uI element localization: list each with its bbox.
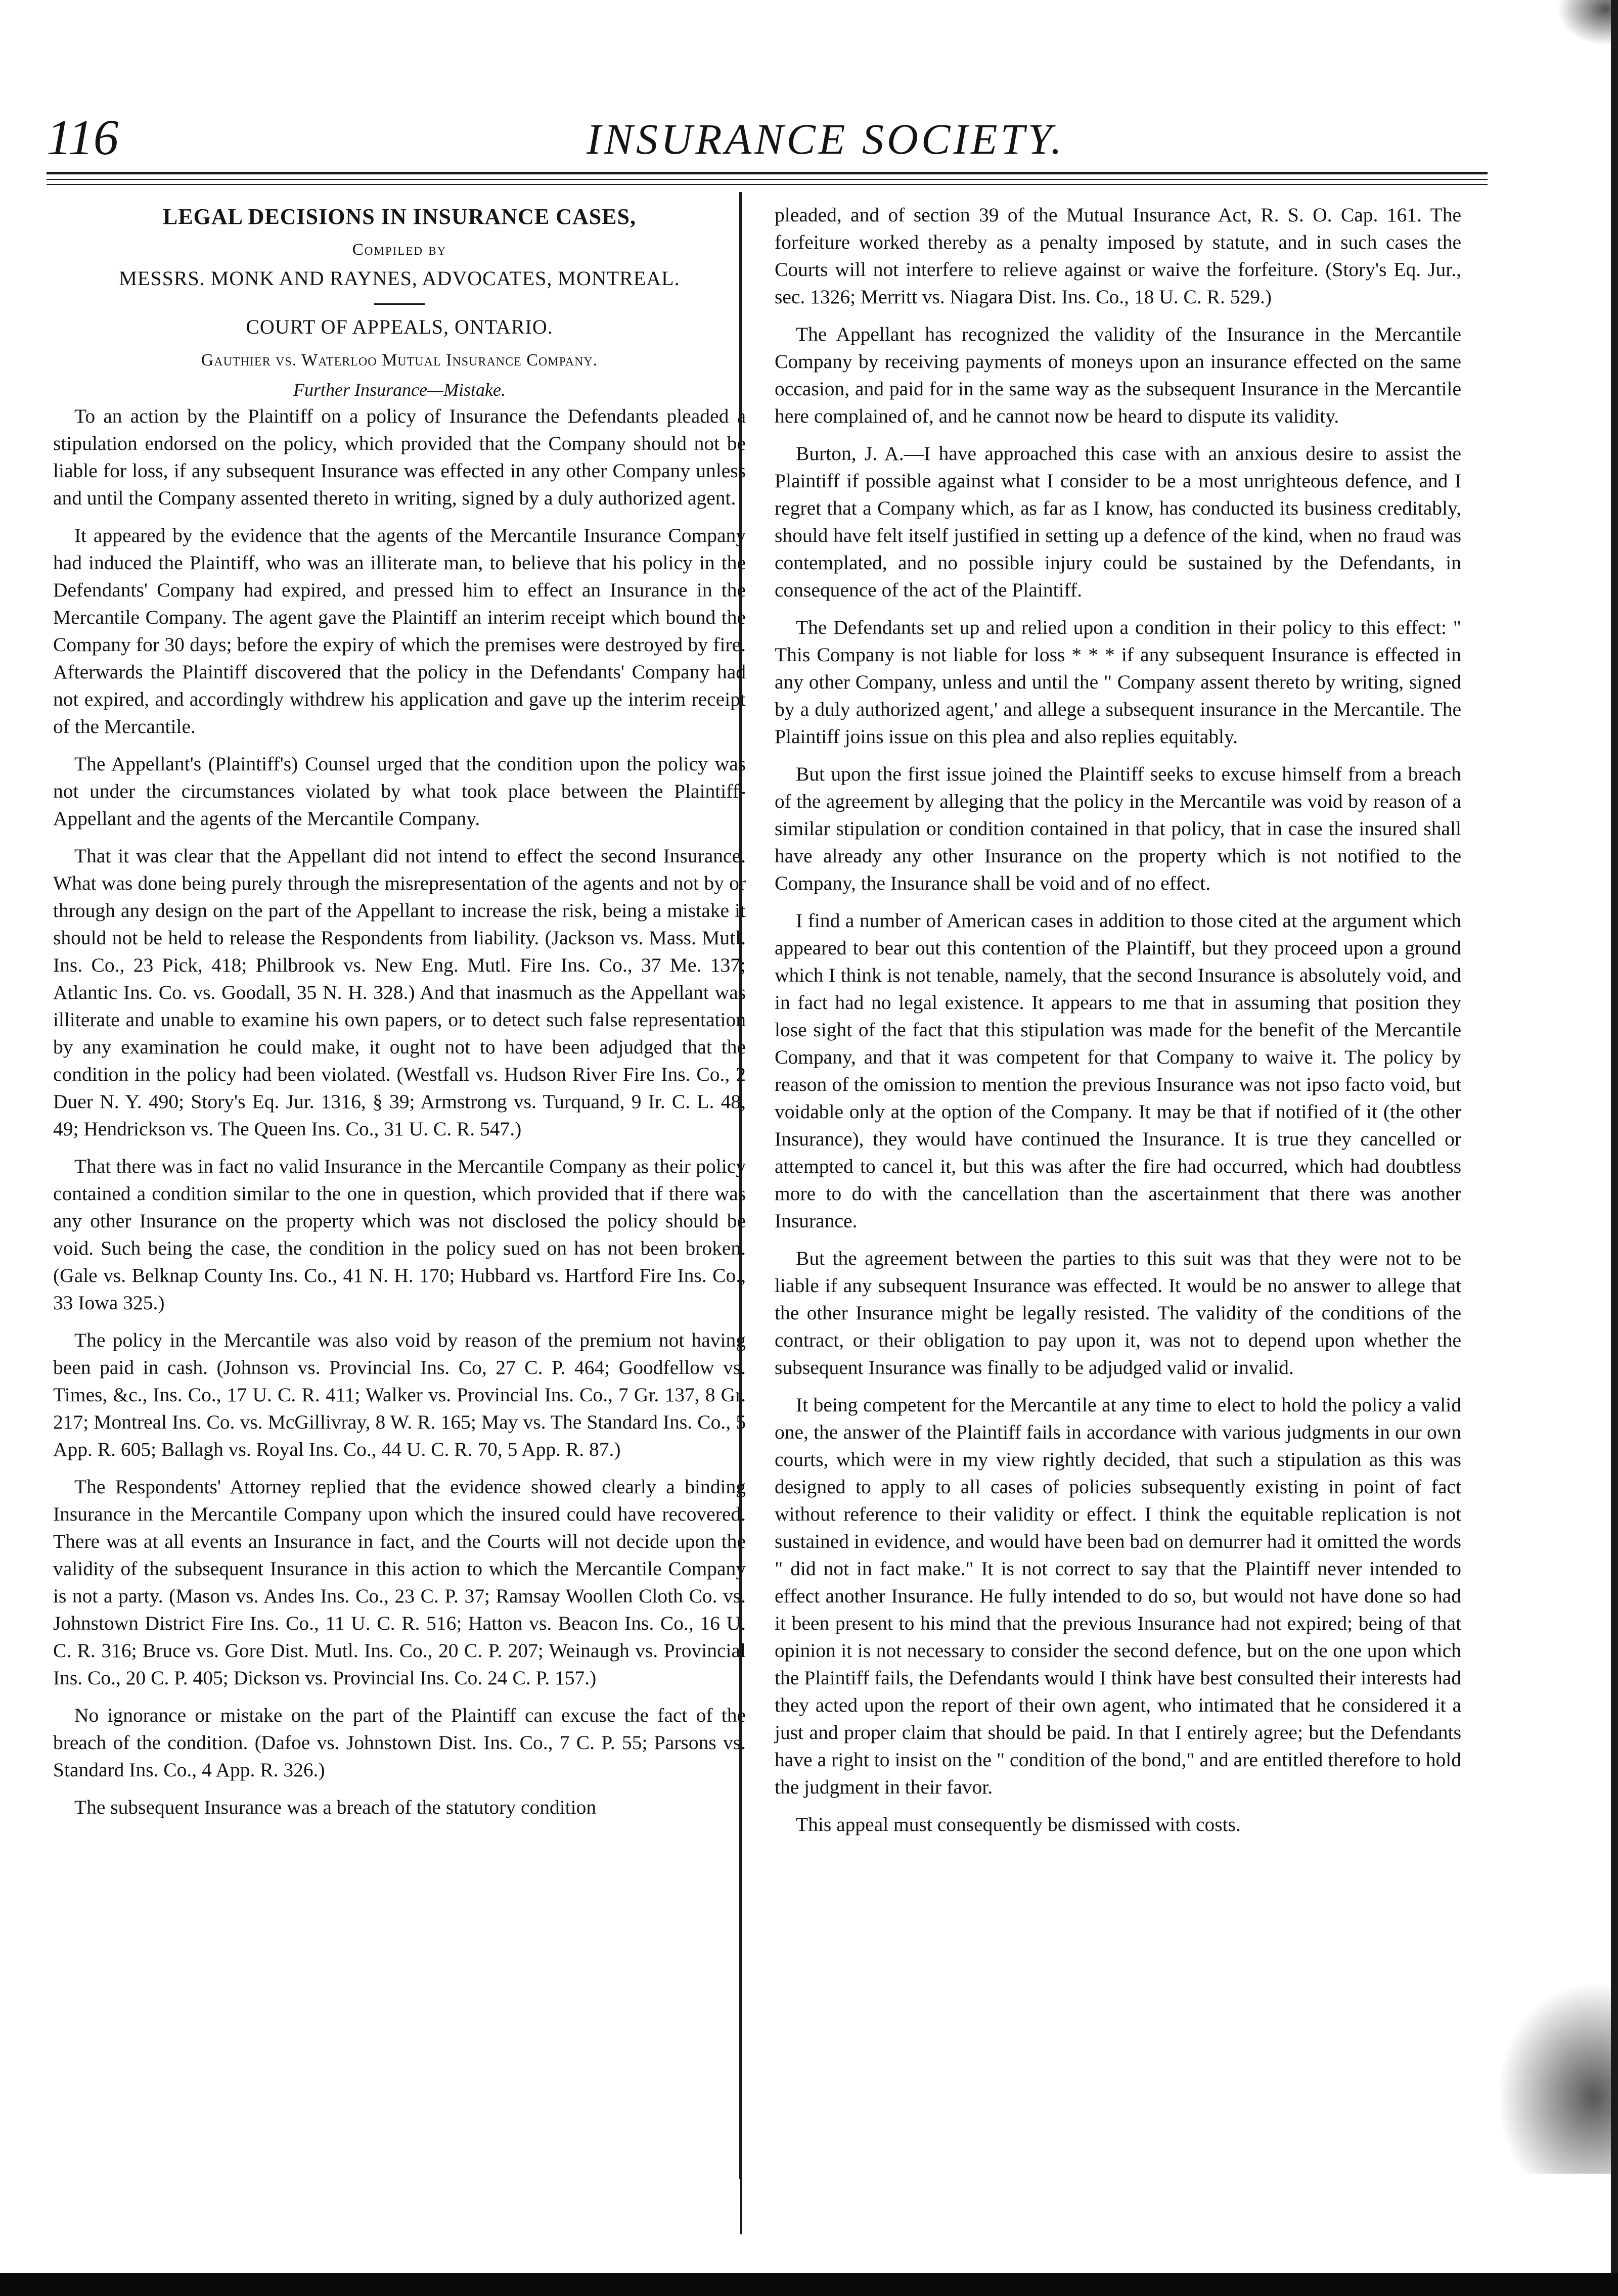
scan-smudge-top bbox=[1557, 0, 1618, 45]
left-paragraph-4: That it was clear that the Appellant did not intend to effect the second Insurance. What was done being purely through the misrepresentation of the agents and not by or through any design on the part of the Appellant to increase the risk, being a mistake it should not be held to release the Respondents from liability. (Jackson vs. Mass. Mutl. Ins. Co., 23 Pick, 418; Philbrook vs. New Eng. Mutl. Fire Ins. Co., 37 Me. 137; Atlantic Ins. Co. vs. Goodall, 35 N. H. 328.) And that inasmuch as the Appellant was illiterate and unable to examine his own papers, or to detect such false representation by any examination he could make, it ought not to have been adjudged that the condition in the policy had been violated. (Westfall vs. Hudson River Fire Ins. Co., 2 Duer N. Y. 490; Story's Eq. Jur. 1316, § 39; Armstrong vs. Turquand, 9 Ir. C. L. 48, 49; Hendrickson vs. The Queen Ins. Co., 31 U. C. R. 547.) bbox=[53, 845, 746, 1140]
right-paragraph-1: pleaded, and of section 39 of the Mutual Insurance Act, R. S. O. Cap. 161. The forfeiture worked thereby as a penalty imposed by statute, and in such cases the Courts will not interfere to relieve against or waive the forfeiture. (Story's Eq. Jur., sec. 1326; Merritt vs. Niagara Dist. Ins. Co., 18 U. C. R. 529.) bbox=[775, 204, 1461, 308]
scan-edge-right bbox=[1611, 0, 1618, 2273]
header-rule-thick bbox=[47, 172, 1488, 174]
right-paragraph-3: Burton, J. A.—I have approached this case with an anxious desire to assist the Plaintiff if possible against what I consider to be a most unrighteous defence, and I regret that a Company which, as far as I know, has conducted its business creditably, should have felt itself justified in setting up a defence of the kind, when no fraud was contemplated, and no possible injury could be sustained by the Defendants, in consequence of the act of the Plaintiff. bbox=[775, 442, 1461, 601]
left-paragraph-8: No ignorance or mistake on the part of the Plaintiff can excuse the fact of the breach of the condition. (Dafoe vs. Johnstown Dist. Ins. Co., 7 C. P. 55; Parsons vs. Standard Ins. Co., 4 App. R. 326.) bbox=[53, 1704, 746, 1781]
scan-smudge-bottom bbox=[1497, 1982, 1618, 2174]
left-paragraph-6: The policy in the Mercantile was also void by reason of the premium not having been paid in cash. (Johnson vs. Provincial Ins. Co, 27 C. P. 464; Goodfellow vs. Times, &c., Ins. Co., 17 U. C. R. 411; Walker vs. Provincial Ins. Co., 7 Gr. 137, 8 Gr. 217; Montreal Ins. Co. vs. McGillivray, 8 W. R. 165; May vs. The Standard Ins. Co., 5 App. R. 605; Ballagh vs. Royal Ins. Co., 44 U. C. R. 70, 5 App. R. 87.) bbox=[53, 1329, 746, 1460]
case-subtitle: Further Insurance—Mistake. bbox=[293, 380, 506, 400]
header-rule-thin-2 bbox=[47, 184, 1488, 185]
right-paragraph-4: The Defendants set up and relied upon a condition in their policy to this effect: " This Company is not liable for loss * * * if any subsequent Insurance is effected in any other Company, unless and until the " Company assent thereto by writing, signed by a duly authorized agent,' and allege a subsequent insurance in the Mercantile. The Plaintiff joins issue on this plea and also replies equitably. bbox=[775, 616, 1461, 748]
running-title: INSURANCE SOCIETY. bbox=[587, 115, 1065, 163]
right-paragraph-9: This appeal must consequently be dismissed with costs. bbox=[796, 1813, 1241, 1835]
right-paragraph-6: I find a number of American cases in addition to those cited at the argument which appeared to bear out this contention of the Plaintiff, but they proceed upon a ground which I think is not tenable, namely, that the second Insurance is absolutely void, and in fact had no legal existence. It appears to me that in assuming that position they lose sight of the fact that this stipulation was made for the benefit of the Mercantile Company, and that it was competent for that Company to waive it. The policy by reason of the omission to mention the previous Insurance was not ipso facto void, but voidable only at the option of the Company. It may be that if notified of it (the other Insurance), they would have continued the Insurance. It is true they cancelled or attempted to cancel it, but this was after the fire had occurred, which had doubtless more to do with the cancellation than the ascertainment that there was another Insurance. bbox=[775, 909, 1461, 1232]
left-paragraph-7: The Respondents' Attorney replied that the evidence showed clearly a binding Insurance in the Mercantile Company upon which the insured could have recovered. There was at all events an Insurance in fact, and the Courts will not decide upon the validity of the subsequent Insurance in this action to which the Mercantile Company is not a party. (Mason vs. Andes Ins. Co., 23 C. P. 37; Ramsay Woollen Cloth Co. vs. Johnstown District Fire Ins. Co., 11 U. C. R. 516; Hatton vs. Beacon Ins. Co., 16 U. C. R. 316; Bruce vs. Gore Dist. Mutl. Ins. Co., 20 C. P. 207; Weinaugh vs. Provincial Ins. Co., 20 C. P. 405; Dickson vs. Provincial Ins. Co. 24 C. P. 157.) bbox=[53, 1476, 746, 1689]
page-number: 116 bbox=[47, 109, 119, 165]
right-paragraph-5: But upon the first issue joined the Plaintiff seeks to excuse himself from a breach of the agreement by alleging that the policy in the Mercantile was void by reason of a similar stipulation or condition contained in that policy, that in case the insured shall have already any other Insurance on the property which is not notified to the Company, the Insurance shall be void and of no effect. bbox=[775, 763, 1461, 894]
compiled-by-line: Compiled by bbox=[352, 241, 447, 259]
left-paragraph-1: To an action by the Plaintiff on a policy of Insurance the Defendants pleaded a stipulation endorsed on the policy, which provided that the Company should not be liable for loss, if any subsequent Insurance was effected in any other Company unless and until the Company assented thereto in writing, signed by a duly authorized agent. bbox=[53, 405, 746, 509]
court-heading: COURT OF APPEALS, ONTARIO. bbox=[246, 315, 553, 338]
case-title: Gauthier vs. Waterloo Mutual Insurance Company. bbox=[201, 351, 598, 370]
authors-line: MESSRS. MONK AND RAYNES, ADVOCATES, MONTREAL. bbox=[119, 267, 680, 290]
scan-edge-bottom bbox=[0, 2273, 1618, 2296]
left-column bbox=[53, 200, 746, 1831]
column-divider-tail bbox=[740, 2174, 742, 2234]
header-rule-thin bbox=[47, 179, 1488, 180]
right-paragraph-7: But the agreement between the parties to this suit was that they were not to be liable if any subsequent Insurance was effected. It would be no answer to allege that the other Insurance might be legally resisted. The validity of the conditions of the contract, or their obligation to pay upon it, was not to depend upon whether the subsequent Insurance was finally to be adjudged valid or invalid. bbox=[775, 1247, 1461, 1379]
left-paragraph-3: The Appellant's (Plaintiff's) Counsel urged that the condition upon the policy was not under the circumstances violated by what took place between the Plaintiff-Appellant and the agents of the Mercantile Company. bbox=[53, 753, 746, 830]
section-divider bbox=[374, 303, 425, 305]
left-paragraph-5: That there was in fact no valid Insurance in the Mercantile Company as their policy contained a condition similar to the one in question, which provided that if there was any other Insurance on the property which was not disclosed the policy should be void. Such being the case, the condition in the policy sued on has not been broken. (Gale vs. Belknap County Ins. Co., 41 N. H. 170; Hubbard vs. Hartford Fire Ins. Co., 33 Iowa 325.) bbox=[53, 1155, 746, 1314]
right-paragraph-8: It being competent for the Mercantile at any time to elect to hold the policy a valid one, the answer of the Plaintiff fails in accordance with various judgments in our own courts, which were in my view rightly decided, that such a stipulation as this was designed to apply to all cases of policies subsequently existing in point of fact without reference to their validity or effect. I think the equitable replication is not sustained in evidence, and would have been bad on demurrer had it omitted the words " did not in fact make." It is not correct to say that the Plaintiff never intended to effect another Insurance. He fully intended to do so, but would not have done so had it been present to his mind that the previous Insurance had not expired; being of that opinion it is not necessary to consider the second defence, but on the one upon which the Plaintiff fails, the Defendants would I think have best consulted their interests had they acted upon the report of their own agent, who intimated that he considered it a just and proper claim that should be paid. In that I entirely agree; but the Defendants have a right to insist on the " condition of the bond," and are entitled therefore to hold the judgment in their favor. bbox=[775, 1394, 1461, 1798]
article-heading: LEGAL DECISIONS IN INSURANCE CASES, bbox=[162, 204, 637, 229]
right-column bbox=[775, 201, 1461, 1848]
left-paragraph-2: It appeared by the evidence that the agents of the Mercantile Insurance Company had induced the Plaintiff, who was an illiterate man, to believe that his policy in the Defendants' Company had expired, and pressed him to effect an Insurance in the Mercantile Company. The agent gave the Plaintiff an interim receipt which bound the Company for 30 days; before the expiry of which the premises were destroyed by fire. Afterwards the Plaintiff discovered that the policy in the Defendants' Company had not expired, and accordingly withdrew his application and gave up the interim receipt of the Mercantile. bbox=[53, 524, 746, 738]
left-paragraph-9: The subsequent Insurance was a breach of the statutory condition bbox=[74, 1796, 597, 1818]
right-paragraph-2: The Appellant has recognized the validity of the Insurance in the Mercantile Company by receiving payments of moneys upon an insurance effected on the same occasion, and paid for in the same way as the subsequent Insurance in the Mercantile here complained of, and he cannot now be heard to dispute its validity. bbox=[775, 323, 1461, 427]
